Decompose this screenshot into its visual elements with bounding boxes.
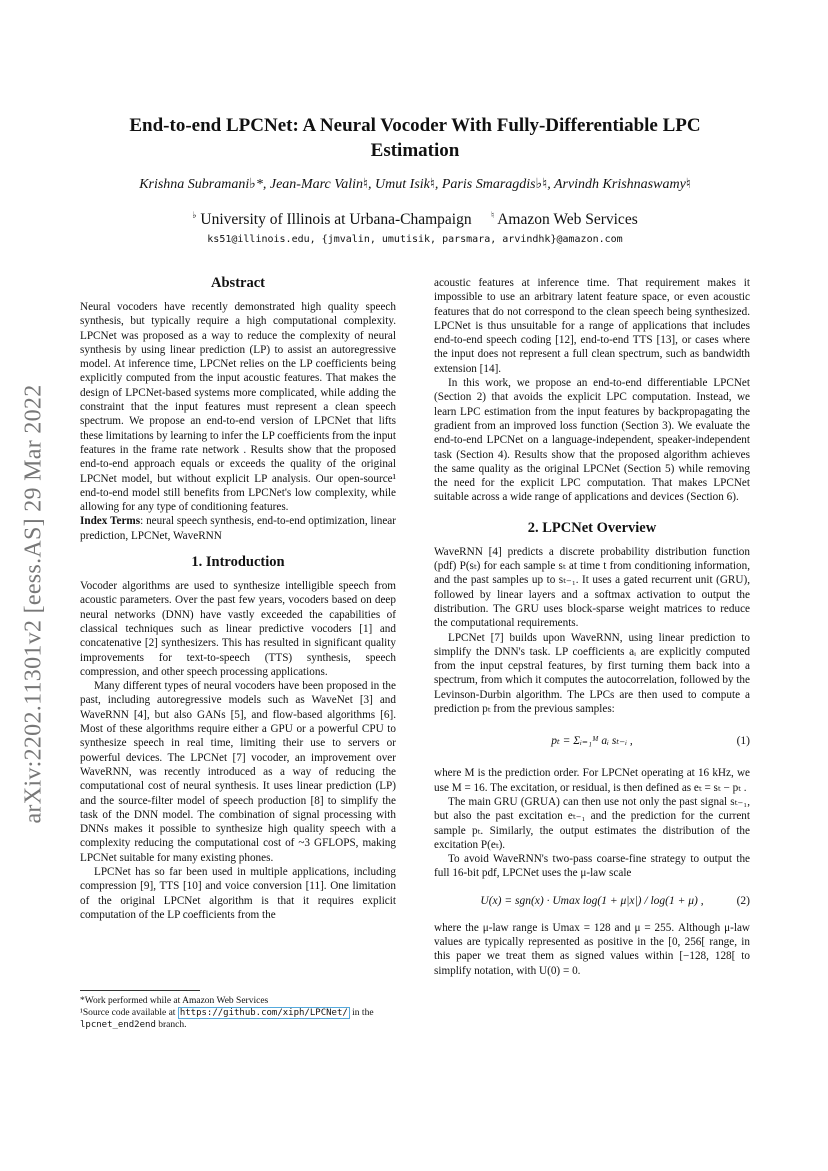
overview-heading: 2. LPCNet Overview bbox=[527, 519, 657, 536]
abstract-heading: Abstract bbox=[211, 275, 265, 291]
abstract-text: Neural vocoders have recently demonstrated high quality speech synthesis, but typically require a high computational complexity. LPCNet was proposed as a way to reduce the complexity of neural synthesis by using linear prediction (LP) to assist an autoregressive model. At inference time, LPCNet relies on the LP coefficients being explicitly computed from the input acoustic features. That makes the design of LPCNet-based systems more complicated, while adding the constraint that the input features must represent a clean speech spectrum. We propose an end-to-end version of LPCNet that lifts these limitations by learning to infer the LP coefficients from the input features in the frame rate network . Results show that the proposed end-to-end approach equals or exceeds the quality of the original LPCNet model, but without explicit LP analysis. Our open-source¹ end-to-end model still benefits from LPCNet's low complexity, while allowing for any type of conditioning features. bbox=[80, 301, 396, 514]
title-line-2: Estimation bbox=[370, 140, 460, 161]
footnote-rule bbox=[80, 990, 200, 991]
affil-mark-2: ♮ bbox=[490, 210, 495, 220]
footnote-2-post: branch. bbox=[158, 1020, 187, 1030]
paper-title bbox=[80, 113, 750, 163]
equation-2-body: U(x) = sgn(x) · Umax log(1 + μ|x|) / log(1 + μ) , bbox=[480, 894, 704, 907]
equation-1-body: pₜ = Σᵢ₌₁ᴹ aᵢ sₜ₋ᵢ , bbox=[551, 735, 633, 748]
overview-paragraph-4: The main GRU (GRUA) can then use not only the past signal sₜ₋₁, but also the past excitation eₜ₋₁ and the prediction for the current sample pₜ. Similarly, the output estimates the distribution of the excitation P(eₜ). bbox=[434, 795, 750, 851]
title-line-1: End-to-end LPCNet: A Neural Vocoder With Fully-Differentiable LPC bbox=[129, 115, 701, 136]
index-terms-label: Index Terms bbox=[80, 515, 141, 528]
footnote-1: *Work performed while at Amazon Web Services bbox=[80, 996, 269, 1006]
right-column bbox=[434, 276, 750, 978]
footnote-2-pre: ¹Source code available at bbox=[80, 1008, 176, 1018]
left-column bbox=[80, 274, 396, 922]
overview-paragraph-5: To avoid WaveRNN's two-pass coarse-fine strategy to output the full 16-bit pdf, LPCNet uses the μ-law scale bbox=[434, 853, 750, 880]
affiliations bbox=[80, 210, 750, 229]
overview-paragraph-1: WaveRNN [4] predicts a discrete probability distribution function (pdf) P(sₜ) for each sample sₜ at time t from conditioning information, and the past samples up to sₜ₋₁. It uses a gated recurrent unit (GRU), followed by linear layers and a softmax activation to output the distribution. The GRU uses block-sparse weight matrices to reduce the computational requirements. bbox=[434, 545, 750, 630]
affil-uiuc: University of Illinois at Urbana-Champaign bbox=[200, 211, 472, 229]
footnote-2 bbox=[80, 1007, 396, 1031]
overview-paragraph-2: LPCNet [7] builds upon WaveRNN, using linear prediction to simplify the DNN's task. LP coefficients aᵢ are explicitly computed from the input cepstral features, by first turning them back into a spectrum, from which it computes the autocorrelation, followed by the Levinson-Durbin algorithm. The LPCs are then used to compute a prediction pₜ from the previous samples: bbox=[434, 631, 750, 716]
arxiv-identifier: arXiv:2202.11301v2 [eess.AS] 29 Mar 2022 bbox=[20, 384, 47, 824]
affil-aws: Amazon Web Services bbox=[497, 211, 638, 229]
affil-mark-1: ♭ bbox=[192, 210, 197, 220]
footnote-branch: lpcnet_end2end bbox=[80, 1020, 156, 1030]
equation-1 bbox=[434, 716, 750, 766]
footnotes bbox=[80, 990, 396, 1031]
author-emails: ks51@illinois.edu, {jmvalin, umutisik, parsmara, arvindhk}@amazon.com bbox=[207, 234, 623, 245]
author-list: Krishna Subramani♭*, Jean-Marc Valin♮, Umut Isik♮, Paris Smaragdis♭♮, Arvindh Krishnaswamy♮ bbox=[139, 177, 691, 192]
intro-paragraph-1: Vocoder algorithms are used to synthesize intelligible speech from acoustic parameters. Over the past few years, vocoders based on deep neural networks (DNN) have vastly exceeded the capabilities of classical techniques such as linear predictive vocoders [1] and concatenative [2] synthesizers. This has resulted in significant quality improvements for text-to-speech (TTS) synthesis, speech compression, and other speech processing applications. bbox=[80, 580, 396, 678]
intro-heading: 1. Introduction bbox=[191, 554, 285, 571]
arxiv-sidebar bbox=[2, 344, 66, 864]
source-code-link[interactable]: https://github.com/xiph/LPCNet/ bbox=[179, 1008, 348, 1018]
index-terms bbox=[80, 514, 396, 543]
overview-paragraph-3: where M is the prediction order. For LPCNet operating at 16 kHz, we use M = 16. The excitation, or residual, is then defined as eₜ = sₜ − pₜ . bbox=[434, 767, 750, 794]
intro-paragraph-3: LPCNet has so far been used in multiple applications, including compression [9], TTS [10] and voice conversion [11]. One limitation of the original LPCNet algorithm is that it requires explicit computation of the LP coefficients from the bbox=[80, 865, 396, 921]
index-terms-text: : neural speech synthesis, end-to-end optimization, linear prediction, LPCNet, WaveRNN bbox=[80, 515, 397, 542]
equation-2-number: (2) bbox=[736, 894, 750, 907]
equation-2 bbox=[434, 881, 750, 921]
right-paragraph-1: acoustic features at inference time. That requirement makes it impossible to use an arbitrary latent feature space, or even acoustic features that do not correspond to the clean speech being synthesized. LPCNet is thus unsuitable for a range of applications that includes end-to-end speech coding [12], end-to-end TTS [13], or cases where the input does not represent a full clean spectrum, such as bandwidth extension [14]. bbox=[434, 277, 750, 375]
overview-paragraph-6: where the μ-law range is Umax = 128 and μ = 255. Although μ-law values are typically represented as positive in the [0, 256[ range, in this paper we treat them as signed values within [−128, 128[ to simplify notation, with U(0) = 0. bbox=[434, 921, 750, 977]
footnote-2-mid: in the bbox=[352, 1008, 374, 1018]
right-paragraph-2: In this work, we propose an end-to-end differentiable LPCNet (Section 2) that avoids the explicit LPC computation. Instead, we learn LPC estimation from the input features by backpropagating the gradient from an improved loss function (Section 3). We evaluate the end-to-end LPCNet on a language-independent, speaker-independent task (Section 4). Results show that the proposed algorithm achieves the same quality as the original LPCNet (Section 5) while removing the need for the explicit LPC computation. That makes LPCNet suitable across a wide range of applications and devices (Section 6). bbox=[434, 377, 750, 504]
equation-1-number: (1) bbox=[736, 735, 750, 748]
intro-paragraph-2: Many different types of neural vocoders have been proposed in the past, including autoregressive models such as WaveNet [3] and WaveRNN [4], but also GANs [5], and flow-based algorithms [6]. Most of these algorithms require either a GPU or a powerful CPU to synthesize speech in real time, limiting their use to servers or powerful devices. The LPCNet [7] vocoder, an improvement over WaveRNN, was recently introduced as a way of reducing the computational cost of neural synthesis. It uses linear prediction (LP) and the source-filter model of speech production [8] to simplify the task of the DNN model. The combination of signal processing with DNNs makes it possible to synthesize high quality speech with a complexity reducing the computational cost of ~3 GFLOPS, making LPCNet suitable for many existing phones. bbox=[80, 680, 396, 864]
